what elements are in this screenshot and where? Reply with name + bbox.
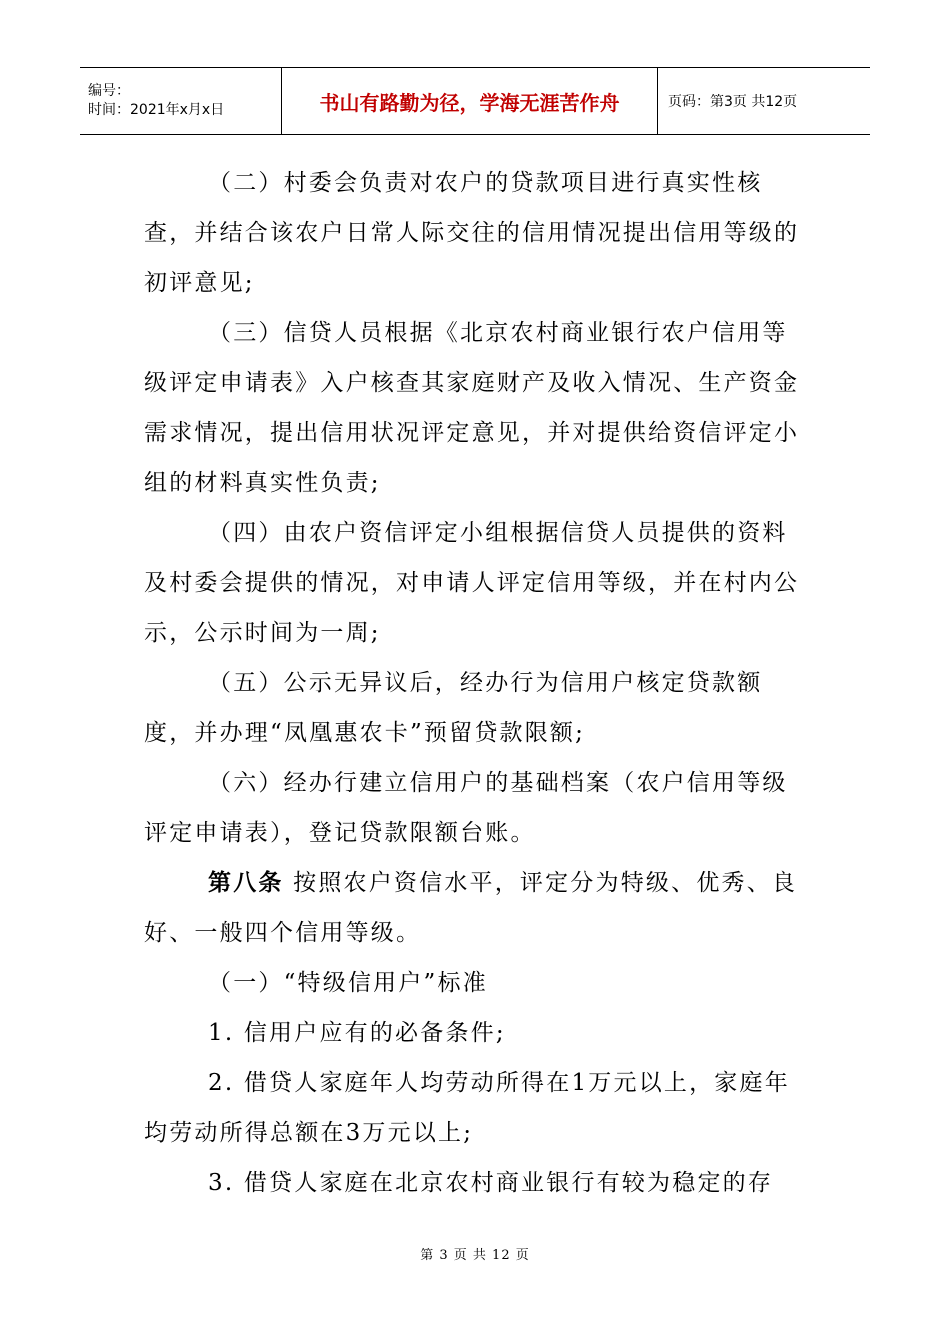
paragraph: （二）村委会负责对农户的贷款项目进行真实性核查，并结合该农户日常人际交往的信用情况提出信用等级的初评意见;	[144, 170, 800, 296]
document-date: 时间：2021年x月x日	[88, 102, 225, 118]
paragraph: （五）公示无异议后，经办行为信用户核定贷款额度，并办理“凤凰惠农卡”预留贷款限额;	[144, 670, 763, 746]
paragraph: 2. 借贷人家庭年人均劳动所得在1万元以上，家庭年均劳动所得总额在3万元以上;	[144, 1070, 790, 1146]
header-page-number: 页码：第3页 共12页	[668, 94, 798, 110]
document-number: 编号：	[88, 83, 130, 99]
page-header	[80, 67, 870, 135]
article-label: 第八条	[208, 869, 284, 896]
paragraph: （一）“特级信用户”标准	[208, 970, 488, 996]
paragraph: 1. 信用户应有的必备条件;	[208, 1020, 506, 1046]
page-footer: 第 3 页 共 12 页	[420, 1248, 530, 1263]
article-text: 按照农户资信水平，评定分为特级、优秀、良好、一般四个信用等级。	[144, 870, 798, 946]
header-meta	[80, 68, 282, 134]
paragraph: （三）信贷人员根据《北京农村商业银行农户信用等级评定申请表》入户核查其家庭财产及收入情况、生产资金需求情况，提出信用状况评定意见，并对提供给资信评定小组的材料真实性负责;	[144, 320, 800, 496]
header-motto-cell	[282, 68, 658, 134]
paragraph: （六）经办行建立信用户的基础档案（农户信用等级评定申请表），登记贷款限额台账。	[144, 770, 788, 846]
paragraph: 3. 借贷人家庭在北京农村商业银行有较为稳定的存	[208, 1170, 774, 1196]
header-page-cell	[658, 68, 870, 134]
document-body	[144, 158, 808, 1208]
article-paragraph	[144, 858, 808, 958]
header-motto: 书山有路勤为径，学海无涯苦作舟	[319, 90, 620, 115]
paragraph: （四）由农户资信评定小组根据信贷人员提供的资料及村委会提供的情况，对申请人评定信用等级，并在村内公示，公示时间为一周;	[144, 520, 800, 646]
